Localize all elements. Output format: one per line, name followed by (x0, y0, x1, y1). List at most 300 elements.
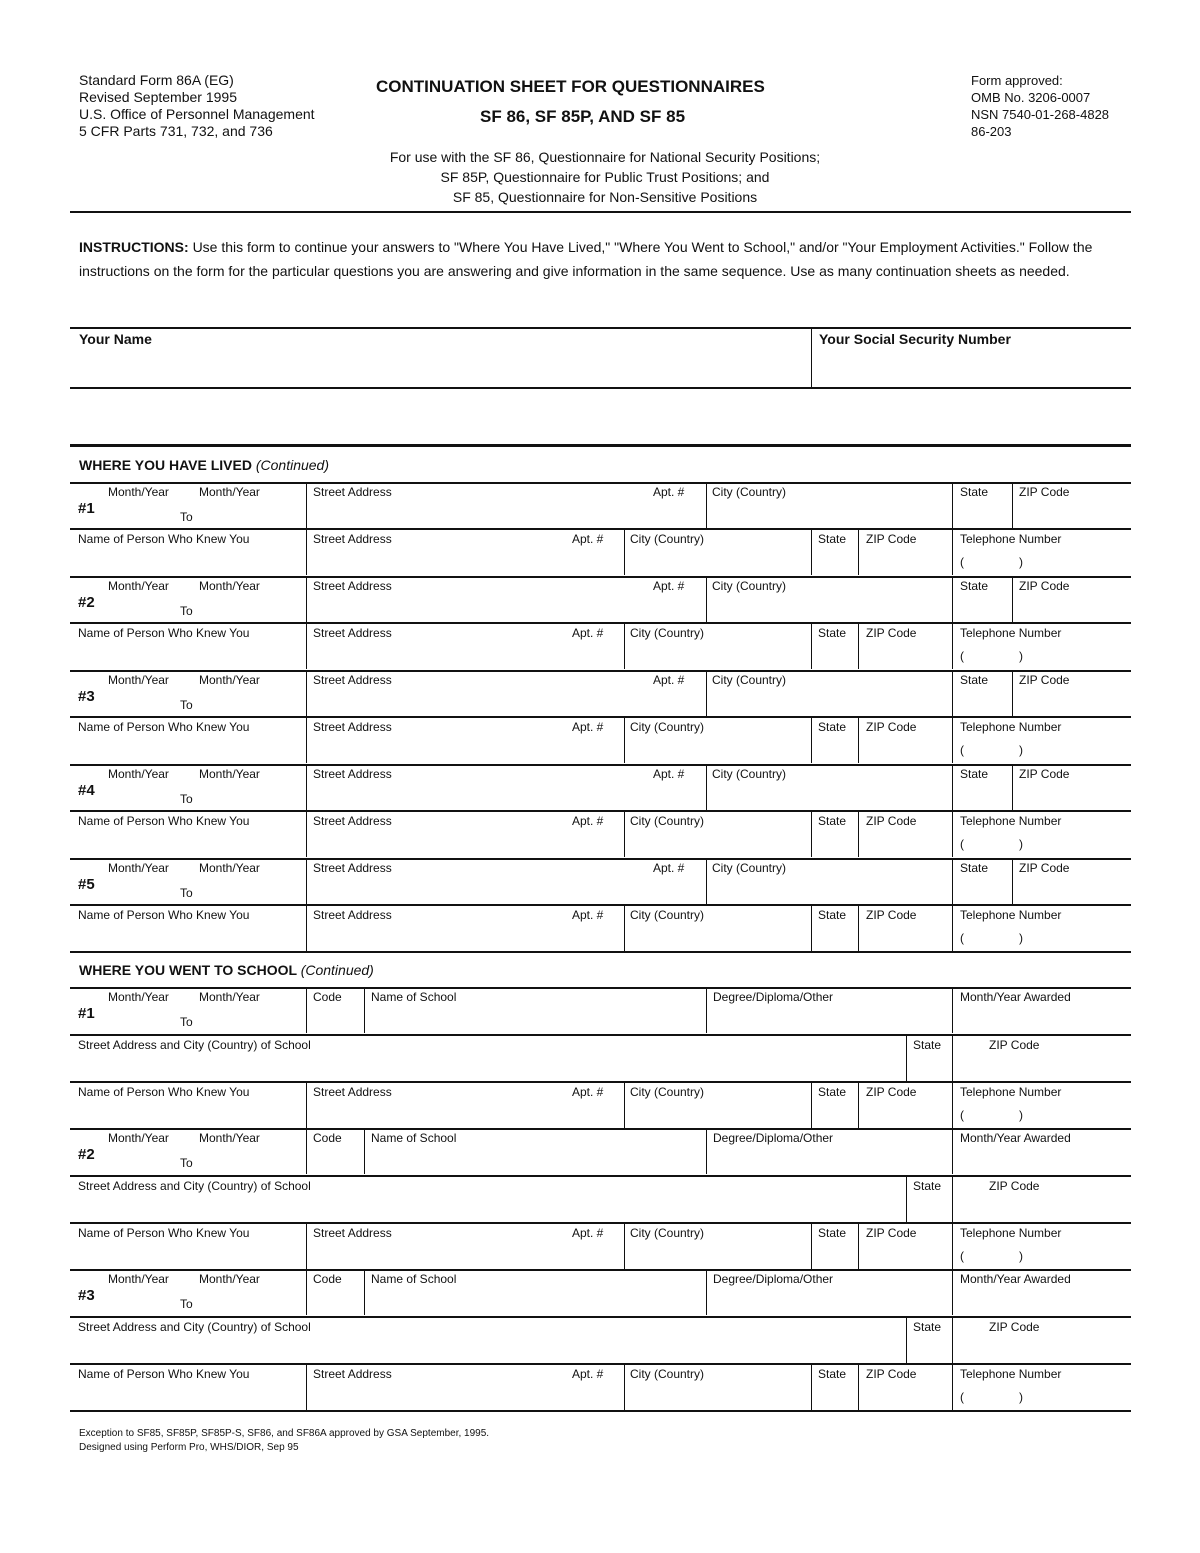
grid-divider (952, 1223, 953, 1269)
grid-divider (306, 987, 307, 1033)
code-label: Code (313, 1131, 342, 1145)
to-month-year-label: Month/Year (199, 990, 260, 1004)
zip-label: ZIP Code (989, 1038, 1040, 1052)
person-name-field[interactable] (78, 641, 302, 667)
grid-divider (706, 1269, 707, 1315)
degree-field[interactable] (712, 1005, 948, 1031)
person-zip-field[interactable] (864, 1382, 948, 1408)
grid-divider (811, 529, 812, 575)
degree-field[interactable] (712, 1146, 948, 1172)
person-name-field[interactable] (78, 1382, 302, 1408)
person-name-field[interactable] (78, 923, 302, 949)
person-name-label: Name of Person Who Knew You (78, 1226, 250, 1240)
residence-state-field[interactable] (958, 500, 1008, 526)
residence-state-field[interactable] (958, 688, 1008, 714)
zip-label: ZIP Code (989, 1179, 1040, 1193)
degree-label: Degree/Diploma/Other (713, 1131, 834, 1145)
grid-divider (624, 811, 625, 857)
phone-paren-open: ( (960, 1390, 964, 1404)
phone-paren-open: ( (960, 555, 964, 569)
person-name-field[interactable] (78, 829, 302, 855)
zip-label: ZIP Code (1019, 579, 1070, 593)
street-address-label: Street Address (313, 673, 392, 687)
phone-paren-close: ) (1019, 931, 1023, 945)
section-rule (70, 444, 1131, 447)
school-zip-field[interactable] (958, 1053, 1128, 1079)
apt-label: Apt. # (653, 579, 685, 593)
instructions-text: Use this form to continue your answers to "Where You Have Lived," "Where You Went to School," and/or "Your Employment Activities." Follow the instructions on the form for the particular questions you are answering and give information in the same sequence. Use as many continuation sheets as needed. (79, 239, 1093, 279)
from-date-field[interactable] (100, 1146, 176, 1172)
grid-divider (811, 1223, 812, 1269)
to-month-year-label: Month/Year (199, 1131, 260, 1145)
to-label: To (180, 1156, 193, 1170)
grid-divider (306, 858, 307, 904)
apt-label: Apt. # (572, 1085, 604, 1099)
grid-divider (306, 623, 307, 669)
school-address-label: Street Address and City (Country) of School (78, 1320, 311, 1334)
from-date-field[interactable] (100, 594, 176, 620)
usage-line: For use with the SF 86, Questionnaire for National Security Positions; (389, 149, 821, 165)
entry-top-rule (70, 576, 1131, 578)
city-label: City (Country) (712, 767, 787, 781)
residence-street-field[interactable] (312, 500, 702, 526)
zip-label: ZIP Code (1019, 485, 1070, 499)
grid-divider (952, 529, 953, 575)
state-label: State (818, 532, 847, 546)
zip-label: ZIP Code (1019, 861, 1070, 875)
person-street-field[interactable] (312, 923, 620, 949)
row-rule (70, 810, 1131, 812)
grid-divider (306, 1269, 307, 1315)
residence-city-field[interactable] (712, 500, 948, 526)
code-field[interactable] (312, 1005, 360, 1031)
grid-divider (1012, 670, 1013, 716)
zip-label: ZIP Code (866, 908, 917, 922)
grid-divider (306, 811, 307, 857)
to-date-field[interactable] (200, 1287, 300, 1313)
person-name-label: Name of Person Who Knew You (78, 1367, 250, 1381)
grid-divider (706, 576, 707, 622)
to-date-field[interactable] (200, 594, 300, 620)
residence-city-field[interactable] (712, 594, 948, 620)
state-label: State (913, 1320, 942, 1334)
person-zip-field[interactable] (864, 923, 948, 949)
grid-divider (858, 1364, 859, 1410)
zip-label: ZIP Code (866, 1085, 917, 1099)
street-address-label: Street Address (313, 579, 392, 593)
person-city-field[interactable] (630, 1241, 806, 1267)
grid-divider (706, 987, 707, 1033)
grid-divider (706, 670, 707, 716)
row-rule (70, 1222, 1131, 1224)
person-state-field[interactable] (816, 735, 854, 761)
form-cfr: 5 CFR Parts 731, 732, and 736 (79, 123, 273, 139)
person-state-field[interactable] (816, 1100, 854, 1126)
grid-divider (952, 1269, 953, 1315)
apt-label: Apt. # (572, 908, 604, 922)
grid-divider (906, 1035, 907, 1081)
state-label: State (818, 908, 847, 922)
person-city-field[interactable] (630, 735, 806, 761)
to-label: To (180, 1015, 193, 1029)
from-date-field[interactable] (100, 782, 176, 808)
person-name-field[interactable] (78, 547, 302, 573)
grid-divider (1012, 482, 1013, 528)
person-state-field[interactable] (816, 1382, 854, 1408)
person-street-field[interactable] (312, 1382, 620, 1408)
person-name-label: Name of Person Who Knew You (78, 720, 250, 734)
city-label: City (Country) (712, 861, 787, 875)
phone-paren-open: ( (960, 931, 964, 945)
grid-divider (952, 1128, 953, 1174)
residence-zip-field[interactable] (1018, 782, 1128, 808)
grid-divider (952, 1317, 953, 1363)
person-state-field[interactable] (816, 1241, 854, 1267)
from-month-year-label: Month/Year (108, 861, 169, 875)
to-month-year-label: Month/Year (199, 1272, 260, 1286)
school-address-field[interactable] (78, 1194, 902, 1220)
entry-number: #1 (78, 500, 95, 517)
residence-state-field[interactable] (958, 594, 1008, 620)
street-address-label: Street Address (313, 532, 392, 546)
state-label: State (960, 673, 989, 687)
grid-divider (1012, 858, 1013, 904)
residence-street-field[interactable] (312, 782, 702, 808)
section-end-rule (70, 1410, 1131, 1412)
lived-title: WHERE YOU HAVE LIVED (79, 457, 252, 473)
instructions-label: INSTRUCTIONS: (79, 239, 189, 255)
degree-field[interactable] (712, 1287, 948, 1313)
to-label: To (180, 1297, 193, 1311)
school-continued: (Continued) (300, 962, 374, 978)
entry-number: #5 (78, 876, 95, 893)
street-address-label: Street Address (313, 1367, 392, 1381)
row-rule (70, 1363, 1131, 1365)
from-date-field[interactable] (100, 1005, 176, 1031)
from-date-field[interactable] (100, 1287, 176, 1313)
apt-label: Apt. # (653, 673, 685, 687)
zip-label: ZIP Code (866, 532, 917, 546)
street-address-label: Street Address (313, 1226, 392, 1240)
grid-divider (952, 1082, 953, 1128)
street-address-label: Street Address (313, 626, 392, 640)
apt-label: Apt. # (572, 1367, 604, 1381)
grid-divider (952, 987, 953, 1033)
person-city-field[interactable] (630, 641, 806, 667)
grid-divider (624, 717, 625, 763)
identity-bottom-rule (70, 387, 1131, 389)
from-month-year-label: Month/Year (108, 1131, 169, 1145)
school-state-field[interactable] (910, 1194, 948, 1220)
state-label: State (913, 1038, 942, 1052)
to-date-field[interactable] (200, 500, 300, 526)
apt-label: Apt. # (572, 532, 604, 546)
person-state-field[interactable] (816, 829, 854, 855)
person-city-field[interactable] (630, 829, 806, 855)
state-label: State (818, 1226, 847, 1240)
residence-zip-field[interactable] (1018, 876, 1128, 902)
phone-paren-open: ( (960, 743, 964, 757)
grid-divider (306, 717, 307, 763)
person-street-field[interactable] (312, 735, 620, 761)
entry-top-rule (70, 987, 1131, 989)
grid-divider (952, 1176, 953, 1222)
grid-divider (306, 529, 307, 575)
state-label: State (960, 861, 989, 875)
residence-city-field[interactable] (712, 688, 948, 714)
grid-divider (706, 764, 707, 810)
residence-street-field[interactable] (312, 594, 702, 620)
person-street-field[interactable] (312, 829, 620, 855)
awarded-field[interactable] (958, 1146, 1128, 1172)
phone-field[interactable] (968, 835, 1128, 855)
phone-paren-open: ( (960, 649, 964, 663)
grid-divider (952, 905, 953, 951)
school-zip-field[interactable] (958, 1335, 1128, 1361)
person-city-field[interactable] (630, 1382, 806, 1408)
lived-section-title (79, 457, 329, 473)
person-zip-field[interactable] (864, 641, 948, 667)
row-rule (70, 1081, 1131, 1083)
person-name-field[interactable] (78, 1100, 302, 1126)
person-name-field[interactable] (78, 1241, 302, 1267)
person-name-label: Name of Person Who Knew You (78, 532, 250, 546)
grid-divider (306, 905, 307, 951)
apt-label: Apt. # (653, 767, 685, 781)
omb-number: OMB No. 3206-0007 (971, 90, 1091, 105)
school-name-field[interactable] (370, 1146, 702, 1172)
form-subtitle: SF 86, SF 85P, AND SF 85 (480, 107, 686, 126)
identity-divider (811, 328, 812, 388)
residence-state-field[interactable] (958, 876, 1008, 902)
person-name-label: Name of Person Who Knew You (78, 1085, 250, 1099)
to-date-field[interactable] (200, 1005, 300, 1031)
person-city-field[interactable] (630, 547, 806, 573)
street-address-label: Street Address (313, 908, 392, 922)
grid-divider (706, 1128, 707, 1174)
grid-divider (811, 1082, 812, 1128)
residence-city-field[interactable] (712, 782, 948, 808)
phone-paren-close: ) (1019, 837, 1023, 851)
row-rule (70, 716, 1131, 718)
instructions (79, 236, 1109, 283)
zip-label: ZIP Code (866, 814, 917, 828)
phone-field[interactable] (968, 1106, 1128, 1126)
to-date-field[interactable] (200, 876, 300, 902)
school-section-title (79, 962, 374, 978)
usage-line: SF 85, Questionnaire for Non-Sensitive Positions (452, 189, 758, 205)
person-street-field[interactable] (312, 641, 620, 667)
grid-divider (952, 670, 953, 716)
ssn-field[interactable] (818, 350, 1126, 384)
city-label: City (Country) (712, 579, 787, 593)
street-address-label: Street Address (313, 485, 392, 499)
zip-label: ZIP Code (1019, 673, 1070, 687)
approval-block (971, 72, 1109, 140)
person-zip-field[interactable] (864, 735, 948, 761)
nsn-number: NSN 7540-01-268-4828 (971, 107, 1110, 122)
to-date-field[interactable] (200, 782, 300, 808)
entry-number: #3 (78, 1287, 95, 1304)
entry-top-rule (70, 670, 1131, 672)
apt-label: Apt. # (572, 720, 604, 734)
approval-label: Form approved: (971, 73, 1063, 88)
phone-label: Telephone Number (960, 908, 1062, 922)
grid-divider (952, 482, 953, 528)
person-state-field[interactable] (816, 547, 854, 573)
to-label: To (180, 510, 193, 524)
row-rule (70, 528, 1131, 530)
residence-zip-field[interactable] (1018, 500, 1128, 526)
school-address-field[interactable] (78, 1053, 902, 1079)
grid-divider (858, 529, 859, 575)
grid-divider (364, 1128, 365, 1174)
grid-divider (624, 1364, 625, 1410)
state-label: State (818, 720, 847, 734)
row-rule (70, 1034, 1131, 1036)
person-zip-field[interactable] (864, 1241, 948, 1267)
grid-divider (624, 529, 625, 575)
grid-divider (906, 1317, 907, 1363)
header-divider (70, 211, 1131, 213)
phone-paren-close: ) (1019, 555, 1023, 569)
state-label: State (818, 626, 847, 640)
row-rule (70, 622, 1131, 624)
phone-field[interactable] (968, 1388, 1128, 1408)
residence-city-field[interactable] (712, 876, 948, 902)
city-label: City (Country) (630, 814, 705, 828)
city-label: City (Country) (712, 485, 787, 499)
grid-divider (858, 623, 859, 669)
residence-street-field[interactable] (312, 688, 702, 714)
person-street-field[interactable] (312, 1100, 620, 1126)
phone-paren-close: ) (1019, 1249, 1023, 1263)
to-label: To (180, 698, 193, 712)
school-name-field[interactable] (370, 1005, 702, 1031)
city-label: City (Country) (630, 1367, 705, 1381)
entry-top-rule (70, 764, 1131, 766)
phone-field[interactable] (968, 929, 1128, 949)
form-title: CONTINUATION SHEET FOR QUESTIONNAIRES (376, 77, 765, 96)
grid-divider (811, 623, 812, 669)
state-label: State (960, 579, 989, 593)
grid-divider (858, 717, 859, 763)
to-date-field[interactable] (200, 1146, 300, 1172)
phone-field[interactable] (968, 553, 1128, 573)
person-street-field[interactable] (312, 547, 620, 573)
awarded-field[interactable] (958, 1287, 1128, 1313)
degree-label: Degree/Diploma/Other (713, 990, 834, 1004)
grid-divider (364, 987, 365, 1033)
phone-label: Telephone Number (960, 1367, 1062, 1381)
awarded-field[interactable] (958, 1005, 1128, 1031)
person-street-field[interactable] (312, 1241, 620, 1267)
street-address-label: Street Address (313, 767, 392, 781)
phone-label: Telephone Number (960, 626, 1062, 640)
person-name-field[interactable] (78, 735, 302, 761)
name-label: Your Name (79, 331, 152, 347)
entry-number: #2 (78, 594, 95, 611)
phone-label: Telephone Number (960, 532, 1062, 546)
residence-street-field[interactable] (312, 876, 702, 902)
city-label: City (Country) (630, 1085, 705, 1099)
usage-note (300, 147, 910, 207)
entry-number: #1 (78, 1005, 95, 1022)
from-date-field[interactable] (100, 876, 176, 902)
grid-divider (952, 623, 953, 669)
grid-divider (624, 623, 625, 669)
grid-divider (952, 1035, 953, 1081)
school-state-field[interactable] (910, 1335, 948, 1361)
code-field[interactable] (312, 1146, 360, 1172)
form-id-block (79, 72, 315, 140)
residence-zip-field[interactable] (1018, 688, 1128, 714)
entry-number: #4 (78, 782, 95, 799)
phone-paren-open: ( (960, 837, 964, 851)
school-name-label: Name of School (371, 1131, 457, 1145)
code-label: Code (313, 1272, 342, 1286)
grid-divider (952, 811, 953, 857)
person-state-field[interactable] (816, 923, 854, 949)
grid-divider (858, 811, 859, 857)
person-zip-field[interactable] (864, 1100, 948, 1126)
from-month-year-label: Month/Year (108, 990, 169, 1004)
phone-label: Telephone Number (960, 1226, 1062, 1240)
person-state-field[interactable] (816, 641, 854, 667)
from-month-year-label: Month/Year (108, 1272, 169, 1286)
phone-field[interactable] (968, 647, 1128, 667)
grid-divider (811, 1364, 812, 1410)
phone-field[interactable] (968, 1247, 1128, 1267)
grid-divider (306, 670, 307, 716)
to-month-year-label: Month/Year (199, 767, 260, 781)
grid-divider (306, 576, 307, 622)
school-name-field[interactable] (370, 1287, 702, 1313)
state-label: State (913, 1179, 942, 1193)
apt-label: Apt. # (572, 1226, 604, 1240)
identity-top-rule (70, 327, 1131, 329)
person-city-field[interactable] (630, 1100, 806, 1126)
school-zip-field[interactable] (958, 1194, 1128, 1220)
apt-label: Apt. # (653, 861, 685, 875)
to-date-field[interactable] (200, 688, 300, 714)
person-zip-field[interactable] (864, 829, 948, 855)
grid-divider (306, 1364, 307, 1410)
zip-label: ZIP Code (1019, 767, 1070, 781)
entry-number: #2 (78, 1146, 95, 1163)
to-label: To (180, 604, 193, 618)
person-city-field[interactable] (630, 923, 806, 949)
zip-label: ZIP Code (866, 1226, 917, 1240)
usage-line: SF 85P, Questionnaire for Public Trust Positions; and (440, 169, 770, 185)
residence-zip-field[interactable] (1018, 594, 1128, 620)
name-field[interactable] (80, 350, 805, 384)
phone-field[interactable] (968, 741, 1128, 761)
from-month-year-label: Month/Year (108, 485, 169, 499)
residence-state-field[interactable] (958, 782, 1008, 808)
awarded-label: Month/Year Awarded (960, 1131, 1071, 1145)
from-date-field[interactable] (100, 500, 176, 526)
from-date-field[interactable] (100, 688, 176, 714)
code-field[interactable] (312, 1287, 360, 1313)
school-state-field[interactable] (910, 1053, 948, 1079)
school-address-field[interactable] (78, 1335, 902, 1361)
city-label: City (Country) (630, 532, 705, 546)
person-zip-field[interactable] (864, 547, 948, 573)
state-label: State (818, 814, 847, 828)
grid-divider (306, 764, 307, 810)
school-name-label: Name of School (371, 990, 457, 1004)
